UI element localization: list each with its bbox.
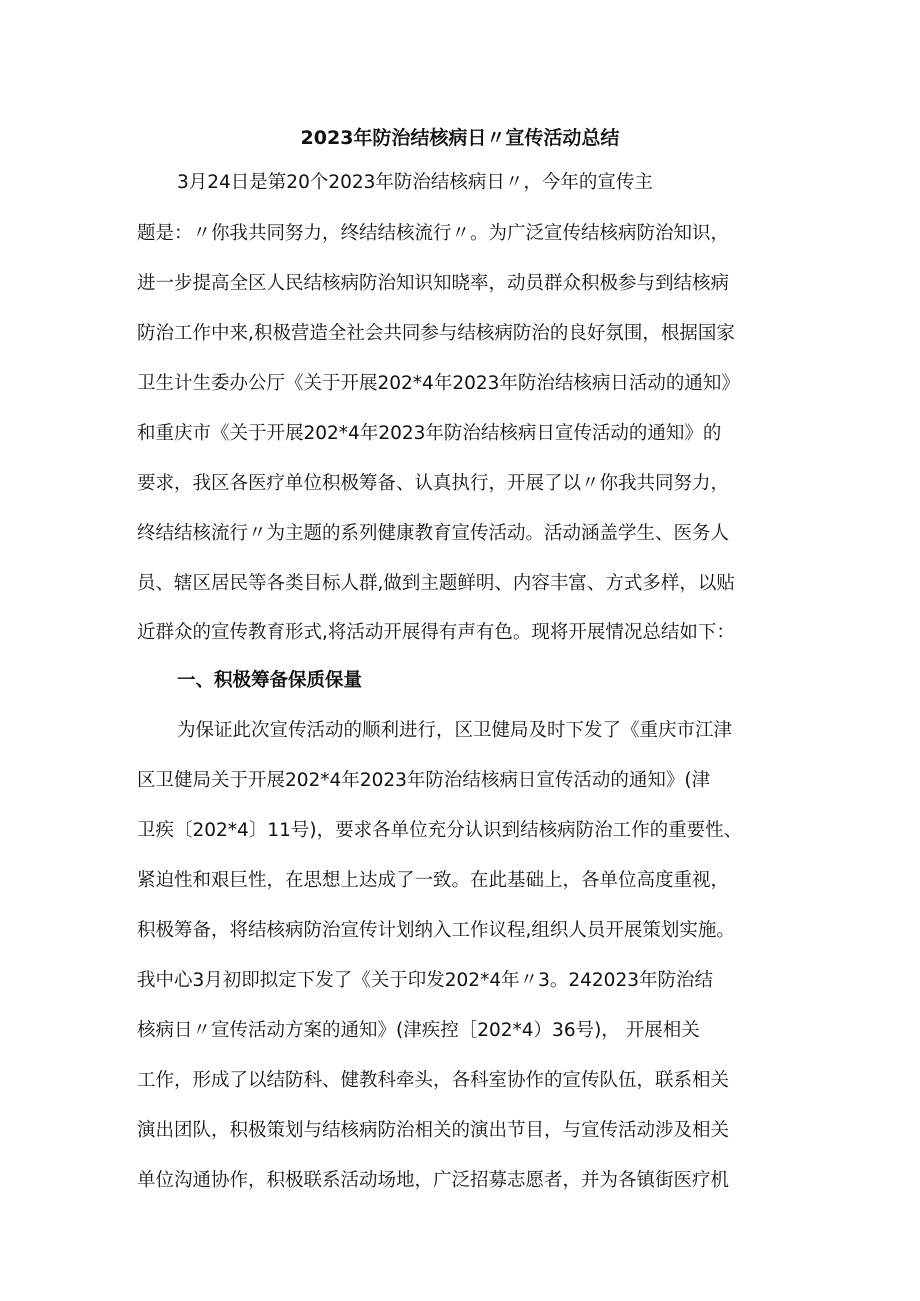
paragraph-line: 终结结核流行〃为主题的系列健康教育宣传活动。活动涵盖学生、医务人 xyxy=(137,523,730,544)
paragraph-line: 卫生计生委办公厅《关于开展202*4年2023年防治结核病日活动的通知》 xyxy=(137,373,740,394)
paragraph-line: 核病日〃宣传活动方案的通知》(津疾控［202*4）36号)， 开展相关 xyxy=(137,1020,700,1041)
paragraph-line: 紧迫性和艰巨性，在思想上达成了一致。在此基础上，各单位高度重视， xyxy=(137,870,730,891)
paragraph-line: 演出团队，积极策划与结核病防治相关的演出节目，与宣传活动涉及相关 xyxy=(137,1120,730,1141)
paragraph-line: 3月24日是第20个2023年防治结核病日〃，今年的宣传主 xyxy=(177,172,653,193)
section-heading: 一、积极筹备保质保量 xyxy=(177,670,363,691)
paragraph-line: 我中心3月初即拟定下发了《关于印发202*4年〃3。242023年防治结 xyxy=(137,970,713,991)
paragraph-line: 要求，我区各医疗单位积极筹备、认真执行，开展了以〃你我共同努力， xyxy=(137,473,730,494)
paragraph-line: 卫疾〔202*4〕11号)，要求各单位充分认识到结核病防治工作的重要性、 xyxy=(137,820,743,841)
paragraph-line: 员、辖区居民等各类目标人群,做到主题鲜明、内容丰富、方式多样，以贴 xyxy=(137,573,735,594)
paragraph-line: 近群众的宣传教育形式,将活动开展得有声有色。现将开展情况总结如下： xyxy=(137,622,735,643)
paragraph-line: 进一步提高全区人民结核病防治知识知晓率，动员群众积极参与到结核病 xyxy=(137,273,730,294)
paragraph-line: 和重庆市《关于开展202*4年2023年防治结核病日宣传活动的通知》的 xyxy=(137,423,722,444)
document-title: 2023年防治结核病日〃宣传活动总结 xyxy=(300,127,620,149)
paragraph-line: 单位沟通协作，积极联系活动场地，广泛招募志愿者，并为各镇街医疗机 xyxy=(137,1170,730,1191)
paragraph-line: 工作，形成了以结防科、健教科牵头，各科室协作的宣传队伍，联系相关 xyxy=(137,1070,730,1091)
paragraph-line: 积极筹备，将结核病防治宣传计划纳入工作议程,组织人员开展策划实施。 xyxy=(137,920,735,941)
paragraph-line: 为保证此次宣传活动的顺利进行，区卫健局及时下发了《重庆市江津 xyxy=(177,720,733,741)
paragraph-line: 题是：〃你我共同努力，终结结核流行〃。为广泛宣传结核病防治知识， xyxy=(137,223,730,244)
paragraph-line: 防治工作中来,积极营造全社会共同参与结核病防治的良好氛围，根据国家 xyxy=(137,323,735,344)
paragraph-line: 区卫健局关于开展202*4年2023年防治结核病日宣传活动的通知》(津 xyxy=(137,770,711,791)
